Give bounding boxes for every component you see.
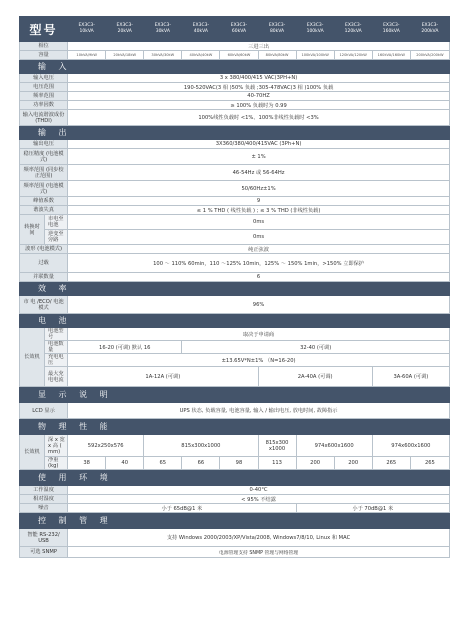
spec-row	[20, 495, 450, 504]
model-cell: EX3C3- 120kVA	[334, 17, 372, 42]
spec-label: 过载	[20, 254, 68, 273]
weight-cell: 265	[372, 457, 410, 470]
spec-row	[20, 197, 450, 206]
spec-label: 工作温度	[20, 486, 68, 495]
dimension-cell: 815x300 x1000	[258, 435, 296, 457]
spec-label: 充电电压	[45, 354, 68, 367]
weight-cell: 200	[296, 457, 334, 470]
weight-cell: 66	[182, 457, 220, 470]
spec-label: 相对湿度	[20, 495, 68, 504]
spec-row	[20, 230, 450, 245]
phase-label: 相位	[20, 42, 68, 51]
spec-label: 电池型号	[45, 328, 68, 341]
spec-label: 市电至电池	[45, 215, 68, 230]
model-cell: EX3C3- 80kVA	[258, 17, 296, 42]
spec-row	[20, 101, 450, 110]
dimension-cell: 974x600x1600	[296, 435, 372, 457]
spec-row	[20, 206, 450, 215]
phase-row	[20, 42, 450, 51]
section-input	[20, 60, 450, 74]
spec-value: 9	[68, 197, 450, 206]
spec-value: 1A-12A (可调)	[68, 367, 258, 387]
section-environment	[20, 470, 450, 486]
spec-value: 190-520VAC(3 相 )50% 负载 ;305-478VAC(3 相 )100% 负载	[68, 83, 450, 92]
spec-row	[20, 165, 450, 181]
section-display	[20, 387, 450, 403]
capacity-cell: 100kVA/100kW	[296, 51, 334, 60]
spec-label: 输出电压	[20, 140, 68, 149]
spec-value: ± 1%	[68, 149, 450, 165]
model-cell: EX3C3- 200kVA	[410, 17, 449, 42]
section-title: 电 池	[20, 314, 450, 328]
spec-value: 电源管理支持 SNMP 管理与网络管理	[68, 547, 450, 558]
spec-label: 波形 (电池模式)	[20, 245, 68, 254]
spec-row	[20, 367, 450, 387]
section-title: 显 示 说 明	[20, 387, 450, 403]
weight-cell: 265	[410, 457, 449, 470]
spec-row	[20, 486, 450, 495]
weight-cell: 200	[334, 457, 372, 470]
model-cell: EX3C3- 160kVA	[372, 17, 410, 42]
weight-cell: 40	[106, 457, 144, 470]
model-cell: EX3C3- 60kVA	[220, 17, 258, 42]
section-control	[20, 513, 450, 529]
spec-value: ≤ 1 % THD ( 线性负载 ) ; ≤ 3 % THD (非线性负载)	[68, 206, 450, 215]
spec-value: 50/60Hz±1%	[68, 181, 450, 197]
model-label: 型号	[20, 17, 68, 42]
spec-value: UPS 状态, 负载容量, 电池容量, 输入 / 输出电压, 放电时间, 故障指示	[68, 403, 450, 419]
spec-row	[20, 254, 450, 273]
section-title: 输 出	[20, 126, 450, 140]
physical-group-label: 长效机	[20, 435, 45, 470]
spec-label: 市 电 /ECO/ 电池模式	[20, 296, 68, 314]
spec-value: 6	[68, 273, 450, 282]
spec-label: 智能 RS-232/ USB	[20, 529, 68, 547]
section-title: 控 制 管 理	[20, 513, 450, 529]
spec-row	[20, 74, 450, 83]
spec-sheet	[19, 16, 450, 558]
spec-value: 3 x 380/400/415 VAC(3PH+N)	[68, 74, 450, 83]
capacity-cell: 40kVA/40kW	[182, 51, 220, 60]
battery-group-label: 长效机	[20, 328, 45, 387]
spec-label: 逆变至旁路	[45, 230, 68, 245]
spec-value: 0ms	[68, 215, 450, 230]
dimension-cell: 815x300x1000	[144, 435, 258, 457]
section-title: 使 用 环 境	[20, 470, 450, 486]
spec-value: 小于 70dB@1 米	[296, 504, 449, 513]
spec-value: 3X360/380/400/415VAC (3Ph+N)	[68, 140, 450, 149]
spec-value: 小于 65dB@1 米	[68, 504, 296, 513]
model-cell: EX3C3- 30kVA	[144, 17, 182, 42]
spec-row	[20, 149, 450, 165]
spec-label: 深 x 宽 x 高 ( mm)	[45, 435, 68, 457]
spec-row	[20, 140, 450, 149]
spec-row	[20, 341, 450, 354]
spec-value: ±13.65V*N±1% （N=16-20)	[68, 354, 450, 367]
spec-value: 3A-60A (可调)	[372, 367, 449, 387]
model-cell: EX3C3- 20kVA	[106, 17, 144, 42]
weight-cell: 113	[258, 457, 296, 470]
spec-row	[20, 273, 450, 282]
capacity-cell: 20kVA/18kW	[106, 51, 144, 60]
section-title: 效 率	[20, 282, 450, 296]
section-title: 输 入	[20, 60, 450, 74]
section-output	[20, 126, 450, 140]
spec-row	[20, 92, 450, 101]
dimension-cell: 592x250x576	[68, 435, 144, 457]
spec-value: 16-20 (可调) 默认 16	[68, 341, 182, 354]
spec-label: 电池数量	[45, 341, 68, 354]
spec-row	[20, 110, 450, 126]
weight-cell: 98	[220, 457, 258, 470]
model-header-row	[20, 17, 450, 42]
spec-value: 支持 Windows 2000/2003/XP/Vista/2008, Windows7/8/10, Linux 和 MAC	[68, 529, 450, 547]
spec-value: 96%	[68, 296, 450, 314]
spec-value: 100 ～ 110% 60min，110 ～125% 10min，125% ～ 150% 1min，>150% 立即保护	[68, 254, 450, 273]
spec-label: 频率范围 (同步校正范围)	[20, 165, 68, 181]
spec-row	[20, 457, 450, 470]
spec-value: 取决于申请商	[68, 328, 450, 341]
spec-label: 输入电流谐波成份 (THDI)	[20, 110, 68, 126]
spec-label: 频率范围	[20, 92, 68, 101]
spec-label: 最大充电电流	[45, 367, 68, 387]
spec-row	[20, 354, 450, 367]
capacity-cell: 60kVA/60kW	[220, 51, 258, 60]
dimension-cell: 974x600x1600	[372, 435, 449, 457]
weight-cell: 38	[68, 457, 106, 470]
spec-label: 噪音	[20, 504, 68, 513]
spec-table	[19, 16, 450, 558]
capacity-cell: 120kVA/120kW	[334, 51, 372, 60]
spec-row	[20, 435, 450, 457]
spec-value: 2A-40A (可调)	[258, 367, 372, 387]
spec-row	[20, 504, 450, 513]
spec-row	[20, 181, 450, 197]
spec-row	[20, 245, 450, 254]
spec-value: 纯正弦波	[68, 245, 450, 254]
section-efficiency	[20, 282, 450, 296]
spec-row	[20, 215, 450, 230]
spec-label: 功率因数	[20, 101, 68, 110]
capacity-cell: 30kVA/30kW	[144, 51, 182, 60]
weight-cell: 65	[144, 457, 182, 470]
spec-label: 稳压精度 (电池模式)	[20, 149, 68, 165]
section-title: 物 理 性 能	[20, 419, 450, 435]
spec-label: 净重 (kg)	[45, 457, 68, 470]
spec-value: 0ms	[68, 230, 450, 245]
spec-value: < 95% 不结露	[68, 495, 450, 504]
model-cell: EX3C3- 100kVA	[296, 17, 334, 42]
spec-row	[20, 83, 450, 92]
phase-value: 三进三出	[68, 42, 450, 51]
transfer-time-label: 转换时间	[20, 215, 45, 245]
capacity-row	[20, 51, 450, 60]
capacity-cell: 10kVA/9kW	[68, 51, 106, 60]
spec-label: 并联数量	[20, 273, 68, 282]
capacity-cell: 160kVA/160kW	[372, 51, 410, 60]
spec-label: 可选 SNMP	[20, 547, 68, 558]
model-cell: EX3C3- 40kVA	[182, 17, 220, 42]
capacity-label: 容量	[20, 51, 68, 60]
spec-value: 46-54Hz 或 56-64Hz	[68, 165, 450, 181]
spec-row	[20, 403, 450, 419]
capacity-cell: 200kVA/200kW	[410, 51, 449, 60]
spec-value: ≥ 100% 负载时为 0.99	[68, 101, 450, 110]
spec-label: 电压范围	[20, 83, 68, 92]
spec-row	[20, 296, 450, 314]
model-cell: EX3C3- 10kVA	[68, 17, 106, 42]
spec-value: 40-70HZ	[68, 92, 450, 101]
spec-label: 输入电压	[20, 74, 68, 83]
spec-value: 32-40 (可调)	[182, 341, 450, 354]
capacity-cell: 80kVA/80kW	[258, 51, 296, 60]
section-battery	[20, 314, 450, 328]
spec-label: 峰值系数	[20, 197, 68, 206]
spec-row	[20, 328, 450, 341]
spec-value: 0-40°C	[68, 486, 450, 495]
section-physical	[20, 419, 450, 435]
spec-row	[20, 547, 450, 558]
spec-value: 100%线性负载时 <1%、100%非线性负载时 <3%	[68, 110, 450, 126]
spec-label: 频率范围 (电池模式)	[20, 181, 68, 197]
spec-row	[20, 529, 450, 547]
spec-label: LCD 显示	[20, 403, 68, 419]
spec-label: 谐波失真	[20, 206, 68, 215]
